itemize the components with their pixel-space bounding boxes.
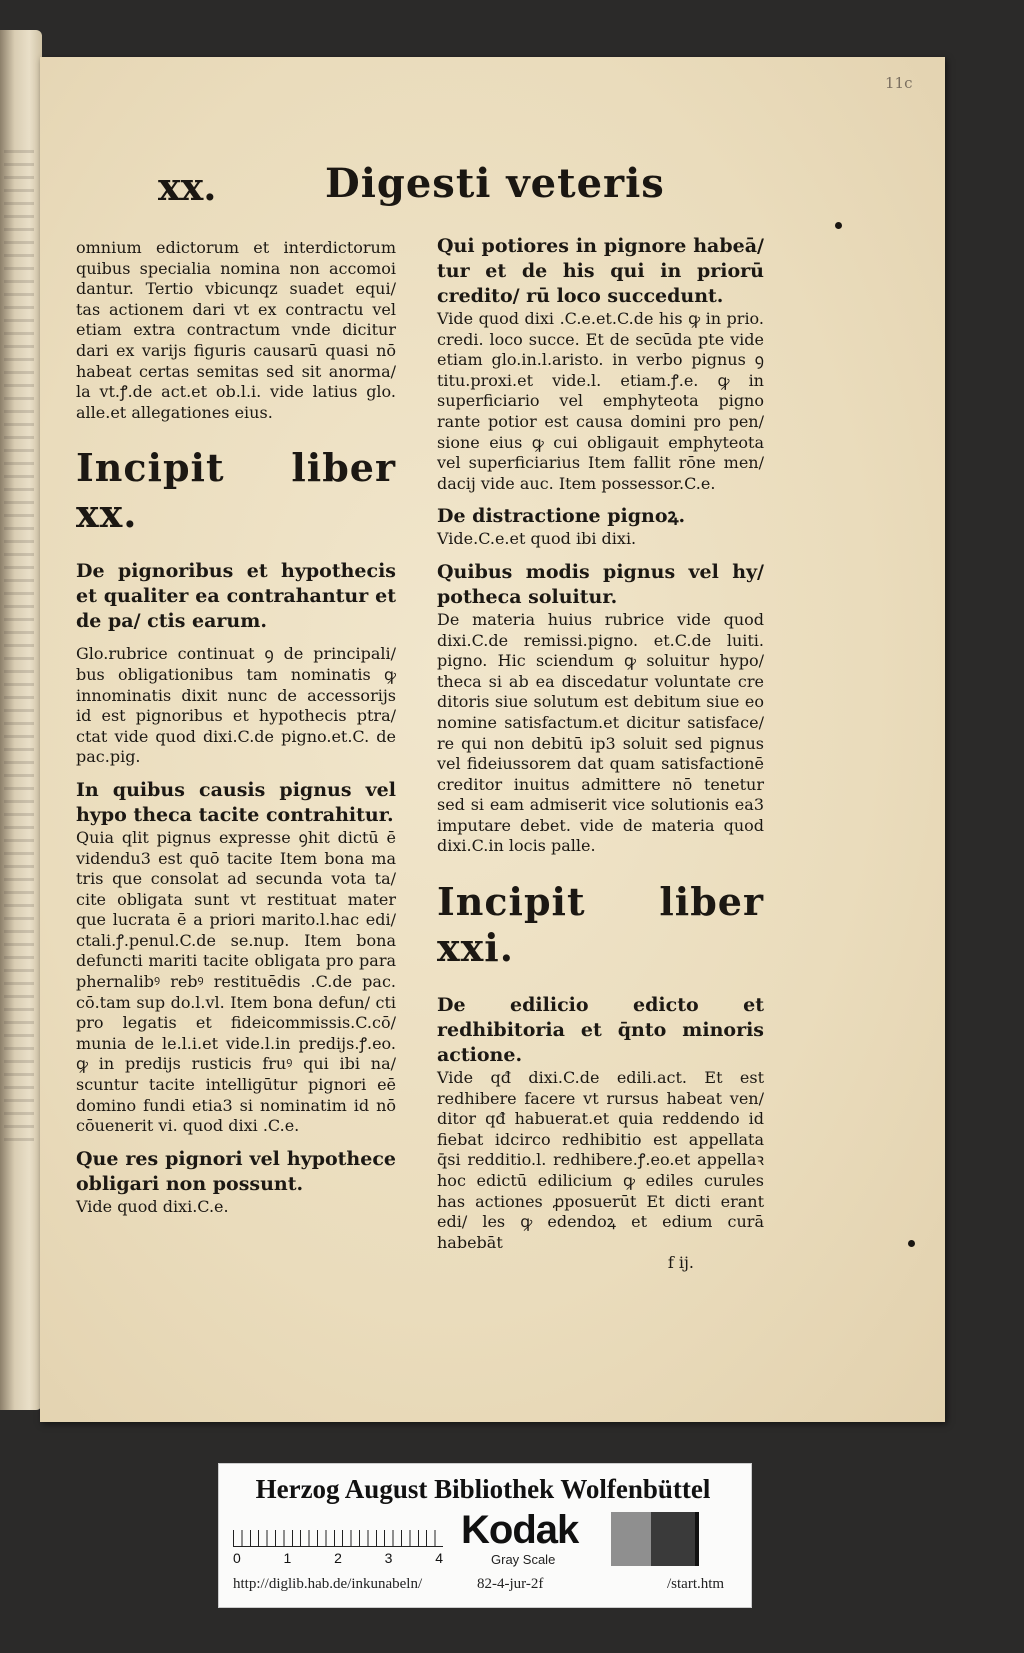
- gray-swatch: [611, 1512, 651, 1566]
- signature-mark: f ij.: [667, 1253, 694, 1273]
- ruler-numbers: [233, 1550, 443, 1566]
- paragraph: Quia qlit pignus expresse ꝯhit dictū ē videndu3 est quō tacite Item bona ma tris que consolat ad secunda vota ta/ cite obligata sunt vt restituat mater que lucrata ē a priori marito.l.hac edi/ ctali.ꝭ.penul.C.de se.nup. Item bona defuncti mariti tacite obligata pro para phernalibꝰ rebꝰ restituēdis .C.de pac. cō.tam sup do.l.vl. Item bona defun/ cti pro legatis et fideicommissis.C.cō/ munia de le.l.i.et vide.l.in predijs.ꝭ.eo. ꝙ in predijs rusticis fruꝰ qui ibi na/ scuntur tacite intelligūtur pignori eē domino fundi etia3 si nominatim id nō cōuenerit vi. quod dixi .C.e.: [76, 827, 396, 1136]
- ruler: [233, 1512, 443, 1547]
- rubric: Quibus modis pignus vel hy/ potheca soluitur.: [437, 560, 764, 608]
- page-speck: [835, 222, 842, 229]
- card-url: http://diglib.hab.de/inkunabeln/: [233, 1576, 423, 1592]
- paragraph: Vide.C.e.et quod ibi dixi.: [437, 529, 637, 549]
- page-speck: [908, 1240, 915, 1247]
- previous-leaf-text: [4, 150, 34, 1150]
- left-column: [76, 238, 396, 1217]
- dark-swatch: [651, 1512, 695, 1566]
- incipit-heading: Incipit liber xx.: [76, 445, 396, 537]
- right-column: [437, 234, 764, 1274]
- paragraph: Vide quod dixi .C.e.et.C.de his ꝙ in prio. credi. loco succe. Et de secūda pte vide etiam glo.in.l.aristo. in verbo pignus ꝯ titu.proxi.et vide.l. etiam.ꝭ.e. ꝙ in superficiario vel emphyteota pigno rante potior est causa domini pro pen/ sione eius ꝙ cui obligauit emphyteota vel superficiarius Item fallit rōne men/ dacij vide auc. Item possessor.C.e.: [437, 309, 764, 493]
- paragraph: Glo.rubrice continuat ꝯ de principali/ bus obligationibus tam nominatis ꝙ innominatis dixit nunc de accessorijs id est pignoribus et hypothecis ptra/ ctat vide quod dixi.C.de pigno.et.C. de pac.pig.: [76, 644, 396, 767]
- kodak-logo: Kodak: [461, 1508, 579, 1552]
- black-swatch: [695, 1512, 699, 1566]
- rubric: De edilicio edicto et redhibitoria et q̄nto minoris actione.: [437, 994, 764, 1067]
- rubric: Qui potiores in pignore habeā/ tur et de his qui in priorū credito/ rū loco succedunt.: [437, 235, 764, 307]
- gray-scale-label: Gray Scale: [491, 1552, 556, 1567]
- ruler-number: 0: [233, 1550, 241, 1566]
- ruler-number: 2: [334, 1550, 342, 1566]
- rubric: In quibus causis pignus vel hypo theca tacite contrahitur.: [76, 778, 396, 826]
- paragraph: De materia huius rubrice vide quod dixi.C.de remissi.pigno. et.C.de luiti. pigno. Hic sciendum ꝙ soluitur hypo/ theca si ab ea discedatur voluntate cre ditoris siue solutum est debitum siue eo nomine satisfactum.et dicitur satisface/ re qui non debitū ip3 soluit sed pignus vel fideiussorem dat quam satisfactionē creditor inuitus admittere nō tenetur sed si eam admiserit vice solutionis ea3 imputare debet. vide de materia quod dixi.C.in locis palle.: [437, 609, 764, 856]
- incipit-heading: Incipit liber xxi.: [437, 879, 764, 971]
- paragraph: omnium edictorum et interdictorum quibus specialia nomina non accomoi dantur. Tertio vbicunqz suadet equi/ tas actionem dari vt ex contractu vel etiam extra contractum vnde dicitur dari ex varijs figuris causarū quasi nō habeat certas semitas sed sit anorma/ la vt.ꝭ.de act.et ob.l.i. vide latius glo. alle.et allegationes eius.: [76, 238, 396, 422]
- paragraph: Vide quod dixi.C.e.: [76, 1196, 229, 1216]
- rubric: De pignoribus et hypothecis et qualiter ea contrahantur et de pa/ ctis earum.: [76, 560, 396, 633]
- previous-leaf-edge: [0, 30, 42, 1410]
- start-link: /start.htm: [667, 1576, 725, 1592]
- running-head-number: xx.: [158, 164, 217, 209]
- rubric: De distractione pignoꝝ.: [437, 505, 686, 528]
- color-calibration-card: [218, 1463, 752, 1608]
- rubric: Que res pignori vel hypothece obligari non possunt.: [76, 1147, 396, 1195]
- institution-name: Herzog August Bibliothek Wolfenbüttel: [255, 1474, 711, 1504]
- running-head-title: Digesti veteris: [325, 160, 665, 207]
- folio-number: 11c: [885, 74, 913, 92]
- ruler-number: 1: [283, 1550, 292, 1566]
- ruler-number: 3: [384, 1550, 393, 1566]
- paragraph: Vide qđ dixi.C.de edili.act. Et est redhibere facere vt rursus habeat ven/ ditor qđ habuerat.et quia reddendo id fiebat idcirco redhibitio est appellata q̄si redditio.l. redhibere.ꝭ.eo.et appellaꝛ hoc edictū edilicium ꝙ ediles curules has actiones ꝓposuerūt Et dicti erant edi/ les ꝙ edendoꝝ et edium curā habebāt: [437, 1068, 764, 1252]
- shelfmark: 82-4-jur-2f: [477, 1576, 544, 1592]
- ruler-number: 4: [435, 1550, 443, 1566]
